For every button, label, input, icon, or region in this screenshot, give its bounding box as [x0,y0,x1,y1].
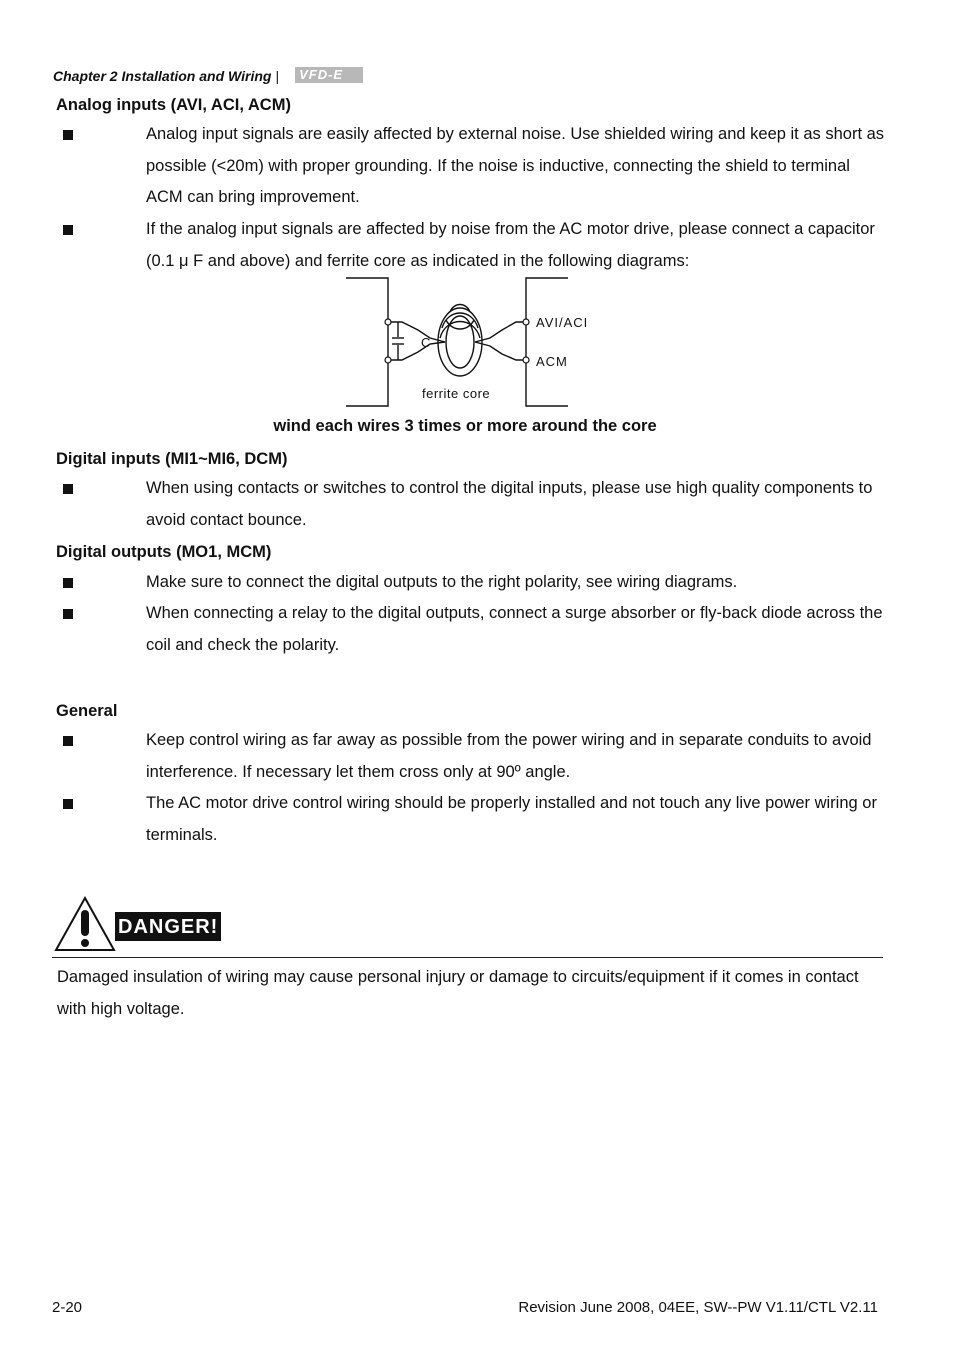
analog-heading: Analog inputs (AVI, ACI, ACM) [56,96,291,114]
digital-outputs-bullet-2: When connecting a relay to the digital outputs, connect a surge absorber or fly-back diode across the coil and check the polarity. [146,604,883,654]
diagram-caption: wind each wires 3 times or more around the core [273,417,657,435]
danger-label: DANGER! [115,912,221,941]
logo-text: VFD-E [299,67,344,82]
bullet-square-icon [63,225,73,235]
wire-right-top [475,322,526,342]
bullet-square-icon [63,736,73,746]
ferrite-core-diagram [330,272,630,412]
bullet-square-icon [63,799,73,809]
bullet-square-icon [63,484,73,494]
terminal-left-bottom [385,357,391,363]
revision-info: Revision June 2008, 04EE, SW--PW V1.11/CTL V2.11 [518,1299,878,1316]
right-terminal-frame [526,278,568,406]
wire-left-top [388,322,445,342]
label-acm: ACM [536,354,568,369]
wire-right-bottom [475,342,526,360]
label-ferrite-core: ferrite core [422,386,491,401]
vfd-e-logo [295,67,363,83]
terminal-avi-aci [523,319,529,325]
bullet-square-icon [63,578,73,588]
left-terminal-frame [346,278,388,406]
header-separator: | [275,68,280,84]
general-heading: General [56,702,118,720]
bullet-square-icon [63,609,73,619]
digital-outputs-bullet-1: Make sure to connect the digital outputs to the right polarity, see wiring diagrams. [146,573,738,591]
digital-outputs-heading: Digital outputs (MO1, MCM) [56,543,272,561]
bullet-square-icon [63,130,73,140]
page-number: 2-20 [52,1299,83,1316]
chapter-title: Chapter 2 Installation and Wiring [53,68,272,84]
terminal-left-top [385,319,391,325]
general-bullet-2: The AC motor drive control wiring should be properly installed and not touch any live power wiring or terminals. [146,794,877,844]
chapter-header [53,68,363,84]
warning-triangle-icon [54,896,116,952]
digital-inputs-bullet-1: When using contacts or switches to control the digital inputs, please use high quality components to avoid contact bounce. [146,479,873,529]
label-avi-aci: AVI/ACI [536,315,589,330]
analog-bullet-1: Analog input signals are easily affected by external noise. Use shielded wiring and keep it as short as possible (<20m) with proper grounding. If the noise is inductive, connecting the shield to terminal ACM can bring improvement. [146,125,885,206]
general-bullet-1: Keep control wiring as far away as possible from the power wiring and in separate conduits to avoid interference. If necessary let them cross only at 90º angle. [146,731,872,781]
analog-bullet-2: If the analog input signals are affected by noise from the AC motor drive, please connect a capacitor (0.1 μ F and above) and ferrite core as indicated in the following diagrams: [146,220,875,270]
wire-left-bottom [388,342,445,360]
danger-text: Damaged insulation of wiring may cause personal injury or damage to circuits/equipment if it comes in contact with high voltage. [57,968,859,1018]
label-capacitor: C [421,335,431,350]
digital-inputs-heading: Digital inputs (MI1~MI6, DCM) [56,450,288,468]
danger-divider [52,957,883,958]
terminal-acm [523,357,529,363]
